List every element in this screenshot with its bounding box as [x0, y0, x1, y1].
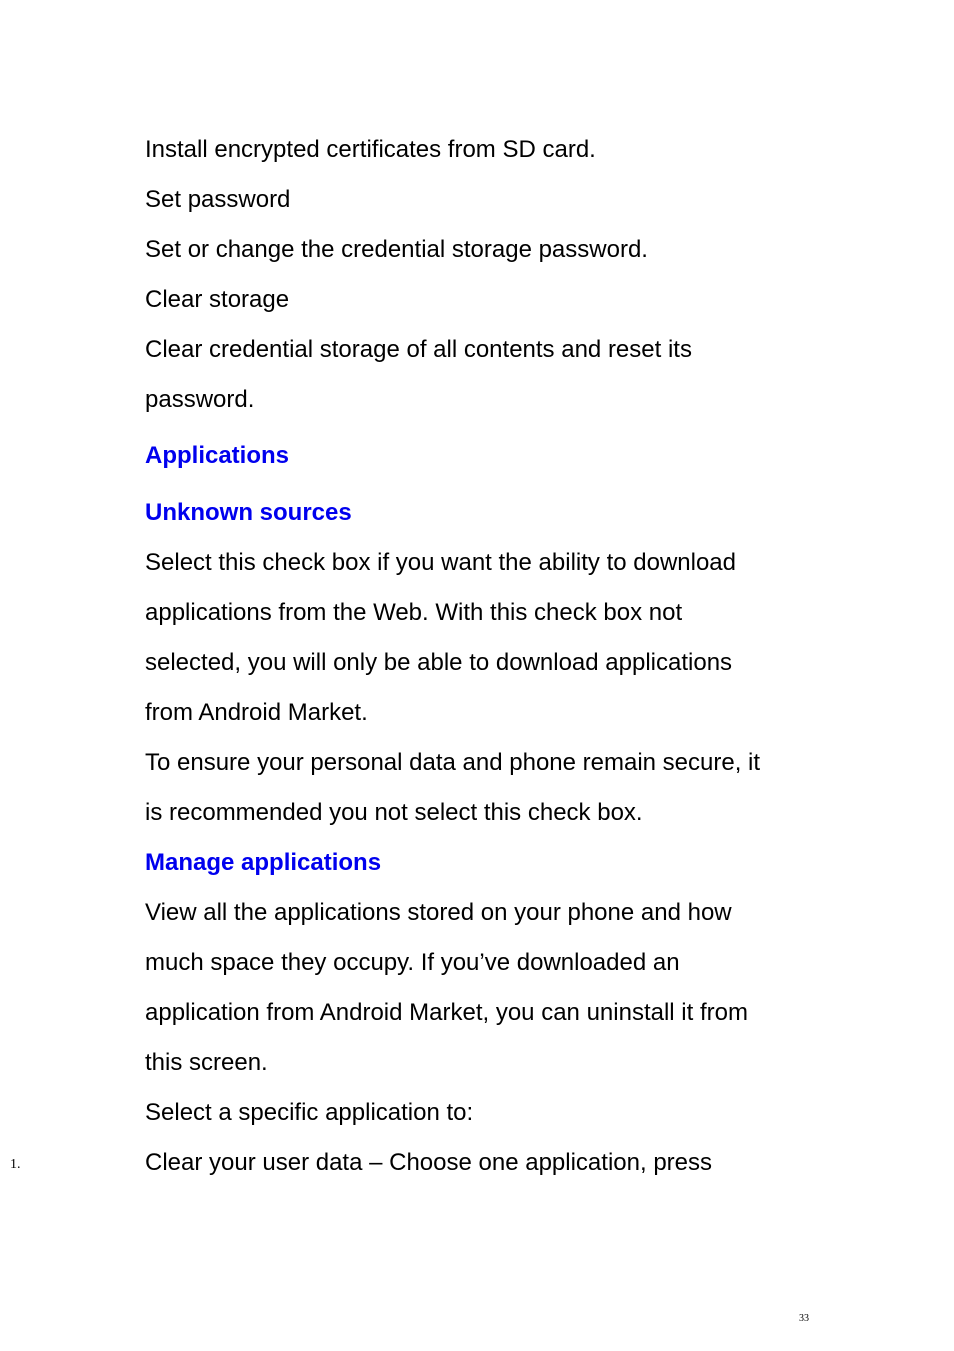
heading-unknown-sources: Unknown sources	[145, 499, 352, 526]
text-line: this screen.	[145, 1049, 268, 1076]
text-line: Select a specific application to:	[145, 1099, 474, 1126]
text-line: from Android Market.	[145, 699, 368, 726]
text-line: application from Android Market, you can uninstall it from	[145, 999, 748, 1026]
heading-manage-applications: Manage applications	[145, 849, 382, 876]
heading-applications: Applications	[145, 442, 290, 469]
page-number: 33	[799, 1313, 809, 1324]
text-line: much space they occupy. If you’ve downloaded an	[145, 949, 680, 976]
subheading-clear-storage: Clear storage	[145, 286, 290, 313]
text-line: password.	[145, 386, 255, 413]
text-line: Install encrypted certificates from SD card.	[145, 136, 596, 163]
list-item-text: Clear your user data – Choose one application, press	[145, 1149, 712, 1176]
text-line: applications from the Web. With this check box not	[145, 599, 683, 626]
text-line: Clear credential storage of all contents and reset its	[145, 336, 692, 363]
text-line: is recommended you not select this check box.	[145, 799, 643, 826]
list-number: 1.	[10, 1157, 21, 1172]
text-line: To ensure your personal data and phone remain secure, it	[145, 749, 761, 776]
subheading-set-password: Set password	[145, 186, 291, 213]
text-line: Select this check box if you want the ability to download	[145, 549, 736, 576]
text-line: Set or change the credential storage password.	[145, 236, 648, 263]
text-line: View all the applications stored on your phone and how	[145, 899, 732, 926]
text-line: selected, you will only be able to download applications	[145, 649, 733, 676]
